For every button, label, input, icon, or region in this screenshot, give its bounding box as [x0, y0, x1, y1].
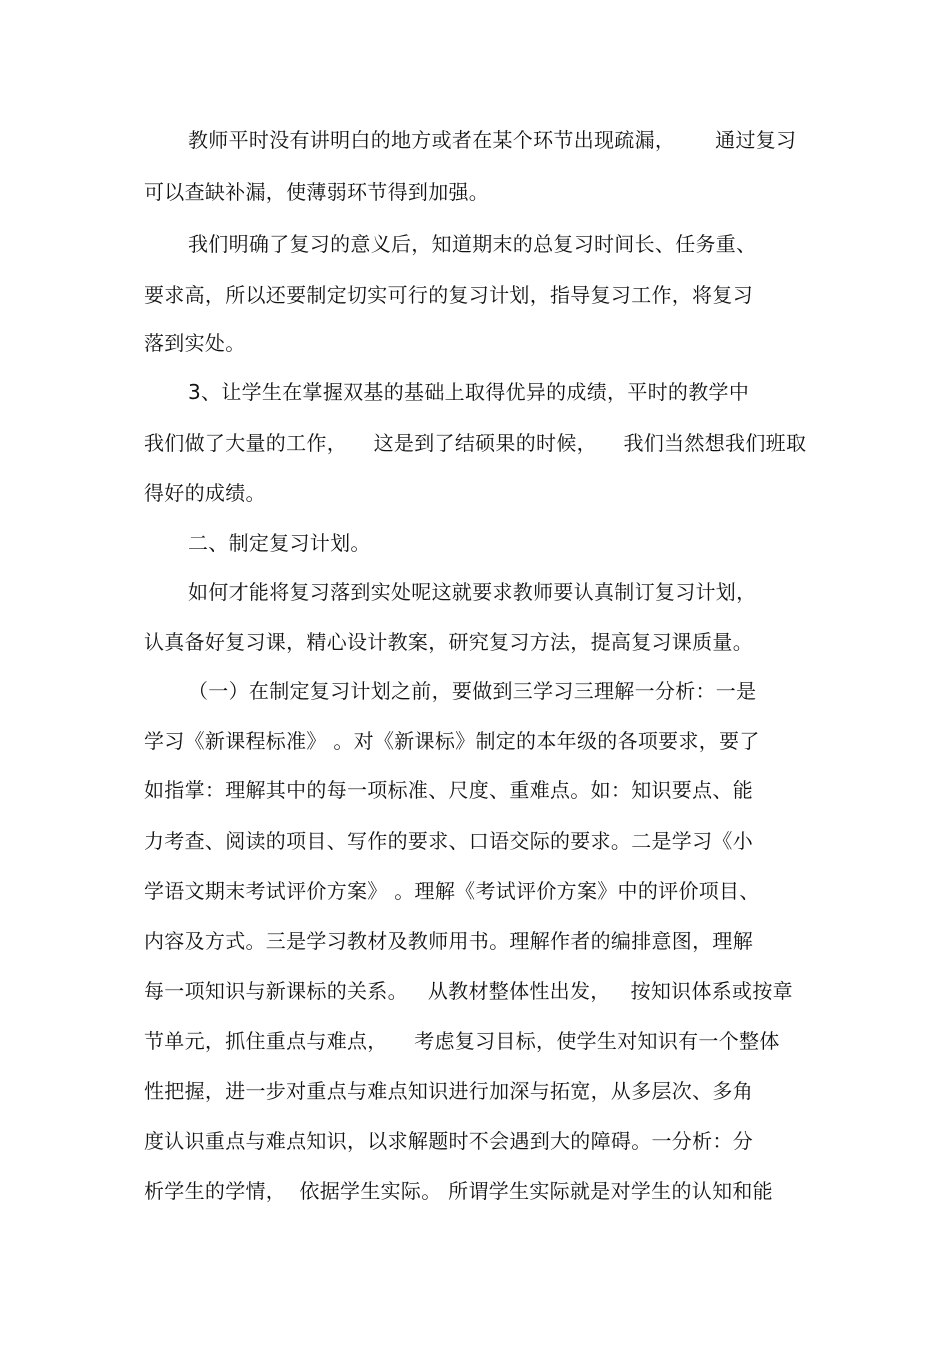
text-line: 节单元，抓住重点与难点， 考虑复习目标，使学生对知识有一个整体: [144, 1029, 780, 1053]
text-line: 得好的成绩。: [144, 481, 266, 505]
text-line: 要求高，所以还要制定切实可行的复习计划，指导复习工作，将复习: [144, 283, 753, 307]
text-line: 教师平时没有讲明白的地方或者在某个环节出现疏漏， 通过复习: [188, 128, 797, 152]
text-line: 性把握，进一步对重点与难点知识进行加深与拓宽，从多层次、多角: [144, 1079, 753, 1103]
text-line: 如何才能将复习落到实处呢这就要求教师要认真制订复习计划，: [188, 580, 757, 604]
text-line: 学习《新课程标准》 。对《新课标》制定的本年级的各项要求，要了: [144, 729, 760, 753]
text-line: 我们做了大量的工作， 这是到了结硕果的时候， 我们当然想我们班取: [144, 431, 807, 455]
text-line: 力考查、阅读的项目、写作的要求、口语交际的要求。二是学习《小: [144, 829, 753, 853]
text-line: 内容及方式。三是学习教材及教师用书。理解作者的编排意图，理解: [144, 929, 753, 953]
text-line: 学语文期末考试评价方案》 。理解《考试评价方案》中的评价项目、: [144, 879, 760, 903]
text-line: 3、让学生在掌握双基的基础上取得优异的成绩，平时的教学中: [188, 380, 750, 404]
text-line: 落到实处。: [144, 331, 246, 355]
text-line: 认真备好复习课，精心设计教案，研究复习方法，提高复习课质量。: [144, 630, 753, 654]
text-line: 每一项知识与新课标的关系。 从教材整体性出发， 按知识体系或按章: [144, 979, 793, 1003]
text-line: 我们明确了复习的意义后，知道期末的总复习时间长、任务重、: [188, 232, 757, 256]
text-line: 可以查缺补漏，使薄弱环节得到加强。: [144, 180, 490, 204]
text-line: 析学生的学情， 依据学生实际。 所谓学生实际就是对学生的认知和能: [144, 1179, 773, 1203]
section-heading: 二、制定复习计划。: [188, 531, 371, 555]
text-line: 如指掌：理解其中的每一项标准、尺度、重难点。如：知识要点、能: [144, 778, 753, 802]
text-line: （一）在制定复习计划之前，要做到三学习三理解一分析：一是: [188, 679, 757, 703]
text-line: 度认识重点与难点知识，以求解题时不会遇到大的障碍。一分析：分: [144, 1129, 753, 1153]
